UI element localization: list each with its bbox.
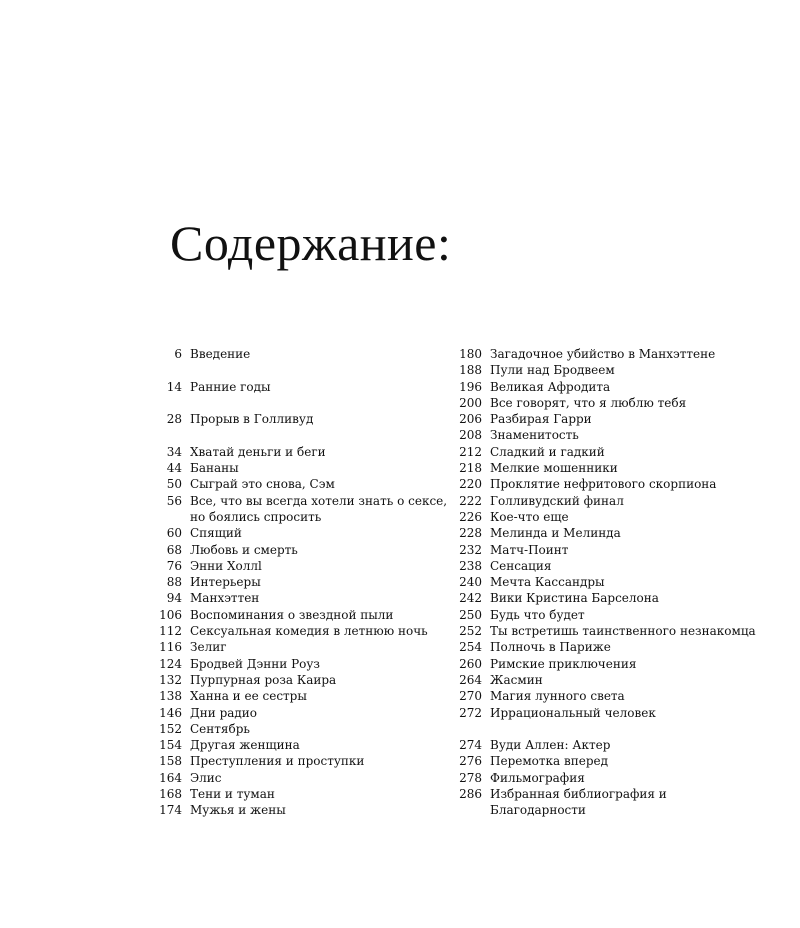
page-title: Содержание: <box>170 215 452 271</box>
toc-entry <box>158 639 458 655</box>
toc-entry-title-line: Римские приключения <box>490 656 637 671</box>
toc-entry <box>158 753 458 769</box>
toc-entry-title <box>190 721 458 737</box>
toc-entry-title <box>490 395 758 411</box>
toc-entry-title <box>490 688 758 704</box>
toc-entry <box>158 558 458 574</box>
toc-entry-title <box>490 542 758 558</box>
toc-entry-title <box>190 574 458 590</box>
toc-entry <box>158 444 458 460</box>
toc-entry-title-line: Великая Афродита <box>490 379 611 394</box>
toc-entry <box>458 411 758 427</box>
toc-entry-title-line: Перемотка вперед <box>490 754 609 769</box>
toc-entry-title <box>190 786 458 802</box>
toc-entry-title-line: Сладкий и гадкий <box>490 444 605 459</box>
toc-entry <box>158 525 458 541</box>
toc-entry <box>458 705 758 721</box>
toc-entry-title-line: Пурпурная роза Каира <box>190 672 337 687</box>
toc-page-number: 6 <box>174 347 182 361</box>
toc-entry <box>458 607 758 623</box>
toc-entry <box>458 427 758 443</box>
toc-entry-title-line: Элис <box>190 770 222 785</box>
toc-entry <box>458 688 758 704</box>
toc-entry-title-line: Мелинда и Мелинда <box>490 526 621 541</box>
toc-entry <box>458 737 758 753</box>
toc-entry <box>458 623 758 639</box>
toc-page-number: 14 <box>166 379 182 394</box>
toc-entry-title-line: Энни Холлl <box>190 558 262 573</box>
toc-page-number: 200 <box>459 395 482 410</box>
toc-entry-title <box>490 525 758 541</box>
toc-entry-title-line: Зелиг <box>190 640 227 655</box>
toc-entry-title <box>190 493 458 526</box>
toc-column-left <box>158 346 458 819</box>
toc-entry-title-line: Загадочное убийство в Манхэттене <box>490 347 716 361</box>
toc-entry <box>458 558 758 574</box>
toc-entry-title-line: Голливудский финал <box>490 493 624 508</box>
toc-entry-title-line: Магия лунного света <box>490 689 625 704</box>
toc-entry-title-line: Прорыв в Голливуд <box>190 412 314 427</box>
toc-entry-title-line: Сенсация <box>490 558 552 573</box>
toc-entry-title-line: Вики Кристина Барселона <box>490 591 659 606</box>
toc-entry <box>158 721 458 737</box>
toc-entry <box>158 493 458 526</box>
toc-entry-title <box>490 362 758 378</box>
toc-entry-title-line: Проклятие нефритового скорпиона <box>490 477 717 492</box>
toc-page-number: 168 <box>159 787 182 802</box>
toc-entry <box>458 786 758 819</box>
toc-page-number: 154 <box>159 738 182 753</box>
toc-entry-title <box>190 770 458 786</box>
toc-entry-title <box>490 623 758 639</box>
toc-page-number: 112 <box>159 624 182 639</box>
toc-entry-title <box>190 623 458 639</box>
toc-entry-title <box>490 558 758 574</box>
toc-entry-title-line: Пули над Бродвеем <box>490 363 615 378</box>
toc-page-number: 212 <box>459 444 482 459</box>
toc-page-number: 242 <box>459 591 482 606</box>
toc-entry <box>158 542 458 558</box>
toc-entry-title-line: Спящий <box>190 526 242 541</box>
toc-entry-title-line: но боялись спросить <box>190 509 322 524</box>
toc-entry-title <box>490 574 758 590</box>
toc-page-number: 68 <box>166 542 182 557</box>
toc-page-number: 226 <box>459 509 482 524</box>
toc-entry-title <box>190 590 458 606</box>
toc-page-number: 252 <box>459 624 482 639</box>
toc-entry <box>158 460 458 476</box>
toc-entry <box>458 656 758 672</box>
toc-page-number: 286 <box>459 787 482 802</box>
toc-entry <box>158 590 458 606</box>
toc-entry-title <box>490 346 758 362</box>
toc-entry-title-line: Мелкие мошенники <box>490 461 618 476</box>
toc-entry-title-line: Дни радио <box>190 705 258 720</box>
toc-entry <box>158 656 458 672</box>
toc-entry-title <box>190 688 458 704</box>
toc-entry <box>458 362 758 378</box>
toc-entry-title <box>490 476 758 492</box>
toc-entry <box>158 574 458 590</box>
toc-entry-title-line: Жасмин <box>490 672 543 687</box>
toc-page-number: 152 <box>159 721 182 736</box>
toc-entry <box>458 476 758 492</box>
toc-page-number: 138 <box>159 689 182 704</box>
toc-entry-title-line: Мечта Кассандры <box>490 575 605 590</box>
toc-entry-title <box>490 607 758 623</box>
toc-page-number: 250 <box>459 607 482 622</box>
toc-entry-title-line: Любовь и смерть <box>190 542 298 557</box>
toc-entry-title-line: Ханна и ее сестры <box>190 689 307 704</box>
toc-page-number: 158 <box>159 754 182 769</box>
toc-entry-title <box>490 786 758 819</box>
toc-page-number: 94 <box>166 591 182 606</box>
toc-page-number: 50 <box>166 477 182 492</box>
toc-entry-title <box>490 493 758 509</box>
toc-entry-title-line: Полночь в Париже <box>490 640 611 655</box>
toc-page-number: 116 <box>159 640 182 655</box>
toc-entry-title-line: Воспоминания о звездной пыли <box>190 607 394 622</box>
toc-entry <box>158 672 458 688</box>
toc-entry-title <box>190 607 458 623</box>
toc-entry-title <box>490 427 758 443</box>
toc-entry-title <box>490 509 758 525</box>
toc-entry-title-line: Иррациональный человек <box>490 705 656 720</box>
toc-entry <box>458 444 758 460</box>
toc-entry <box>458 753 758 769</box>
toc-entry <box>458 574 758 590</box>
toc-entry <box>158 705 458 721</box>
toc-page-number: 124 <box>159 656 182 671</box>
toc-entry-title-line: Будь что будет <box>490 607 585 622</box>
toc-entry-title-line: Другая женщина <box>190 738 300 753</box>
toc-page-number: 222 <box>459 493 482 508</box>
toc-entry <box>158 411 458 427</box>
toc-entry-title-line: Бананы <box>190 461 239 476</box>
toc-page-number: 188 <box>459 363 482 378</box>
toc-entry-title-line: Благодарности <box>490 803 586 818</box>
toc-page-number: 276 <box>459 754 482 769</box>
toc-entry-title <box>190 558 458 574</box>
toc-page-number: 88 <box>166 575 182 590</box>
toc-page-number: 264 <box>459 672 482 687</box>
toc-entry <box>158 802 458 818</box>
toc-entry-title <box>190 705 458 721</box>
toc-entry-title <box>190 802 458 818</box>
toc-entry-title <box>190 542 458 558</box>
toc-entry <box>158 786 458 802</box>
toc-entry <box>458 525 758 541</box>
toc-column-right <box>458 346 758 819</box>
toc-page-number: 270 <box>459 689 482 704</box>
toc-page-number: 76 <box>166 558 182 573</box>
toc-page-number: 240 <box>459 575 482 590</box>
toc-entry-title-line: Сентябрь <box>190 721 250 736</box>
toc-page-number: 274 <box>459 738 482 753</box>
toc-entry-title <box>490 444 758 460</box>
toc-entry-title-line: Ранние годы <box>190 379 271 394</box>
toc-entry <box>158 770 458 786</box>
toc-page-number: 106 <box>159 607 182 622</box>
toc-entry <box>158 379 458 395</box>
toc-entry-title <box>490 753 758 769</box>
toc-entry <box>458 590 758 606</box>
toc-entry-title-line: Все, что вы всегда хотели знать о сексе, <box>190 493 448 508</box>
toc-entry <box>158 737 458 753</box>
toc-entry-title-line: Разбирая Гарри <box>490 412 592 427</box>
toc-entry <box>458 346 758 362</box>
toc-entry-title <box>190 476 458 492</box>
toc-entry-title <box>190 444 458 460</box>
toc-entry-title <box>190 411 458 427</box>
toc-page-number: 218 <box>459 461 482 476</box>
toc-entry <box>458 460 758 476</box>
toc-page-number: 56 <box>166 493 182 508</box>
toc-page-number: 278 <box>459 770 482 785</box>
toc-entry <box>458 493 758 509</box>
toc-page-number: 60 <box>166 526 182 541</box>
toc-entry-title <box>490 672 758 688</box>
toc-page-number: 44 <box>166 461 182 476</box>
toc-page-number: 254 <box>459 640 482 655</box>
toc-entry <box>458 509 758 525</box>
toc-page-number: 232 <box>459 542 482 557</box>
toc-entry-title <box>490 770 758 786</box>
toc-page-number: 180 <box>459 347 482 361</box>
toc-entry-title-line: Все говорят, что я люблю тебя <box>490 395 687 410</box>
toc-entry-title-line: Введение <box>190 347 251 361</box>
toc-entry <box>158 476 458 492</box>
toc-page-number: 146 <box>159 705 182 720</box>
toc-entry <box>158 623 458 639</box>
toc-page-number: 260 <box>459 656 482 671</box>
toc-page-number: 238 <box>459 558 482 573</box>
toc-entry-title-line: Матч-Поинт <box>490 542 569 557</box>
toc-entry-title-line: Хватай деньги и беги <box>190 444 326 459</box>
toc-entry-title <box>490 590 758 606</box>
toc-page-number: 272 <box>459 705 482 720</box>
toc-entry-title-line: Кое-что еще <box>490 509 569 524</box>
toc-entry-title <box>190 753 458 769</box>
toc-entry-title-line: Тени и туман <box>190 787 275 802</box>
toc-entry-title-line: Вуди Аллен: Актер <box>490 738 611 753</box>
toc-entry-title <box>490 460 758 476</box>
toc-page-number: 132 <box>159 672 182 687</box>
toc-page-number: 206 <box>459 412 482 427</box>
toc-entry-title <box>490 705 758 721</box>
toc-entry <box>158 346 458 362</box>
toc-entry-title-line: Сыграй это снова, Сэм <box>190 477 335 492</box>
toc-entry-title <box>490 379 758 395</box>
toc-entry-title <box>190 525 458 541</box>
toc-entry-title-line: Избранная библиография и <box>490 787 667 802</box>
toc-entry-title <box>190 737 458 753</box>
toc-page-number: 28 <box>166 412 182 427</box>
toc-entry-title <box>490 737 758 753</box>
toc-page-number: 228 <box>459 526 482 541</box>
toc-entry-title-line: Мужья и жены <box>190 803 286 818</box>
toc-entry-title-line: Сексуальная комедия в летнюю ночь <box>190 624 428 639</box>
toc-entry <box>458 770 758 786</box>
toc-page-number: 196 <box>459 379 482 394</box>
toc-entry-title-line: Интерьеры <box>190 575 261 590</box>
toc-entry-title <box>190 379 458 395</box>
toc-entry-title <box>490 656 758 672</box>
toc-entry-title-line: Бродвей Дэнни Роуз <box>190 656 320 671</box>
toc-entry <box>458 639 758 655</box>
toc-entry-title <box>490 411 758 427</box>
toc-entry <box>458 542 758 558</box>
toc-entry-title <box>190 656 458 672</box>
toc-entry <box>158 688 458 704</box>
toc-page-number: 34 <box>166 444 182 459</box>
toc-entry-title-line: Знаменитость <box>490 428 579 443</box>
toc-entry-title <box>190 639 458 655</box>
toc-entry-title-line: Ты встретишь таинственного незнакомца <box>490 624 756 639</box>
toc-page-number: 174 <box>159 803 182 818</box>
toc-page-number: 220 <box>459 477 482 492</box>
toc-entry-title-line: Фильмография <box>490 770 585 785</box>
toc-page-number: 164 <box>159 770 182 785</box>
toc-entry <box>458 395 758 411</box>
toc-entry-title <box>190 346 458 362</box>
toc-entry-title <box>190 460 458 476</box>
toc-entry-title <box>490 639 758 655</box>
toc-entry-title <box>190 672 458 688</box>
toc-entry-title-line: Манхэттен <box>190 591 260 606</box>
toc-entry <box>158 607 458 623</box>
toc-page-number: 208 <box>459 428 482 443</box>
toc-entry <box>458 379 758 395</box>
toc-entry-title-line: Преступления и проступки <box>190 754 365 769</box>
toc-entry <box>458 672 758 688</box>
